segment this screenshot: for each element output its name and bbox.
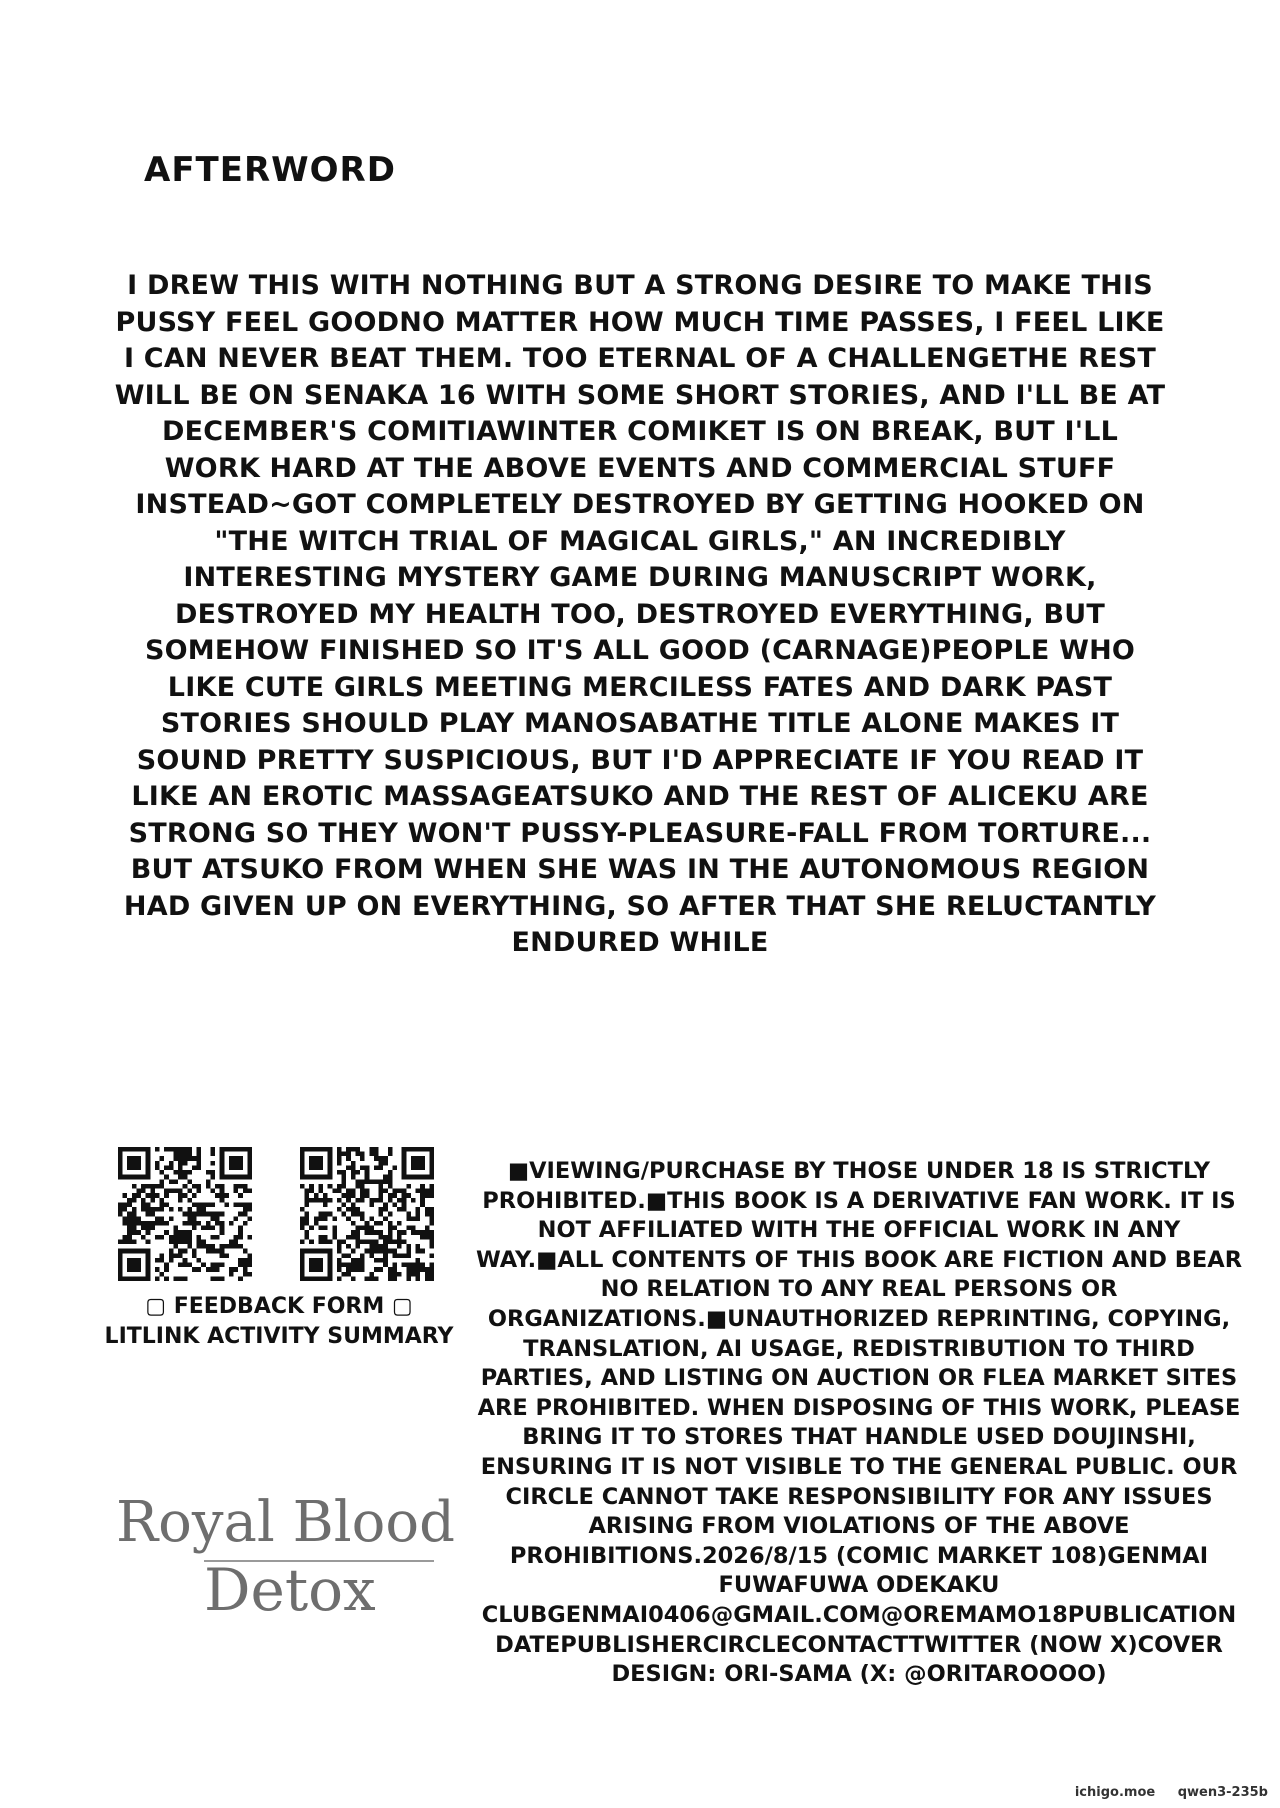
watermark-model: qwen3-235b <box>1177 1785 1268 1800</box>
litlink-qr-code[interactable] <box>300 1147 434 1281</box>
afterword-heading: AFTERWORD <box>144 150 396 190</box>
legal-notice: ■VIEWING/PURCHASE BY THOSE UNDER 18 IS STRICTLY PROHIBITED.■THIS BOOK IS A DERIVATIVE FAN WORK. IT IS NOT AFFILIATED WITH THE OFFICIAL WORK IN ANY WAY.■ALL CONTENTS OF THIS BOOK ARE FICTION AND BEAR NO RELATION TO ANY REAL PERSONS OR ORGANIZATIONS.■UNAUTHORIZED REPRINTING, COPYING, TRANSLATION, AI USAGE, REDISTRIBUTION TO THIRD PARTIES, AND LISTING ON AUCTION OR FLEA MARKET SITES ARE PROHIBITED. WHEN DISPOSING OF THIS WORK, PLEASE BRING IT TO STORES THAT HANDLE USED DOUJINSHI, ENSURING IT IS NOT VISIBLE TO THE GENERAL PUBLIC. OUR CIRCLE CANNOT TAKE RESPONSIBILITY FOR ANY ISSUES ARISING FROM VIOLATIONS OF THE ABOVE PROHIBITIONS.2026/8/15 (COMIC MARKET 108)GENMAI FUWAFUWA ODEKAKU CLUBGENMAI0406@GMAIL.COM@OREMAMO18PUBLICATION DATEPUBLISHERCIRCLECONTACTTWITTER (NOW X)COVER DESIGN: ORI-SAMA (X: @ORITAROOOO) <box>475 1158 1243 1688</box>
qr-caption-line-2: LITLINK ACTIVITY SUMMARY <box>104 1324 454 1349</box>
royal-blood-detox-logo <box>116 1490 466 1640</box>
watermark <box>1057 1785 1268 1800</box>
logo-title-line-2: Detox <box>204 1556 376 1624</box>
feedback-form-qr-code[interactable] <box>118 1147 252 1281</box>
qr-caption-line-1: ▢ FEEDBACK FORM ▢ <box>145 1294 413 1319</box>
qr-caption <box>104 1292 454 1352</box>
afterword-body: I DREW THIS WITH NOTHING BUT A STRONG DESIRE TO MAKE THIS PUSSY FEEL GOODNO MATTER HOW MUCH TIME PASSES, I FEEL LIKE I CAN NEVER BEAT THEM. TOO ETERNAL OF A CHALLENGETHE REST WILL BE ON SENAKA 16 WITH SOME SHORT STORIES, AND I'LL BE AT DECEMBER'S COMITIAWINTER COMIKET IS ON BREAK, BUT I'LL WORK HARD AT THE ABOVE EVENTS AND COMMERCIAL STUFF INSTEAD~GOT COMPLETELY DESTROYED BY GETTING HOOKED ON "THE WITCH TRIAL OF MAGICAL GIRLS," AN INCREDIBLY INTERESTING MYSTERY GAME DURING MANUSCRIPT WORK, DESTROYED MY HEALTH TOO, DESTROYED EVERYTHING, BUT SOMEHOW FINISHED SO IT'S ALL GOOD (CARNAGE)PEOPLE WHO LIKE CUTE GIRLS MEETING MERCILESS FATES AND DARK PAST STORIES SHOULD PLAY MANOSABATHE TITLE ALONE MAKES IT SOUND PRETTY SUSPICIOUS, BUT I'D APPRECIATE IF YOU READ IT LIKE AN EROTIC MASSAGEATSUKO AND THE REST OF ALICEKU ARE STRONG SO THEY WON'T PUSSY-PLEASURE-FALL FROM TORTURE... BUT ATSUKO FROM WHEN SHE WAS IN THE AUTONOMOUS REGION HAD GIVEN UP ON EVERYTHING, SO AFTER THAT SHE RELUCTANTLY ENDURED WHILE <box>114 270 1166 958</box>
logo-title-line-1: Royal Blood <box>116 1490 455 1555</box>
watermark-site: ichigo.moe <box>1074 1785 1156 1800</box>
